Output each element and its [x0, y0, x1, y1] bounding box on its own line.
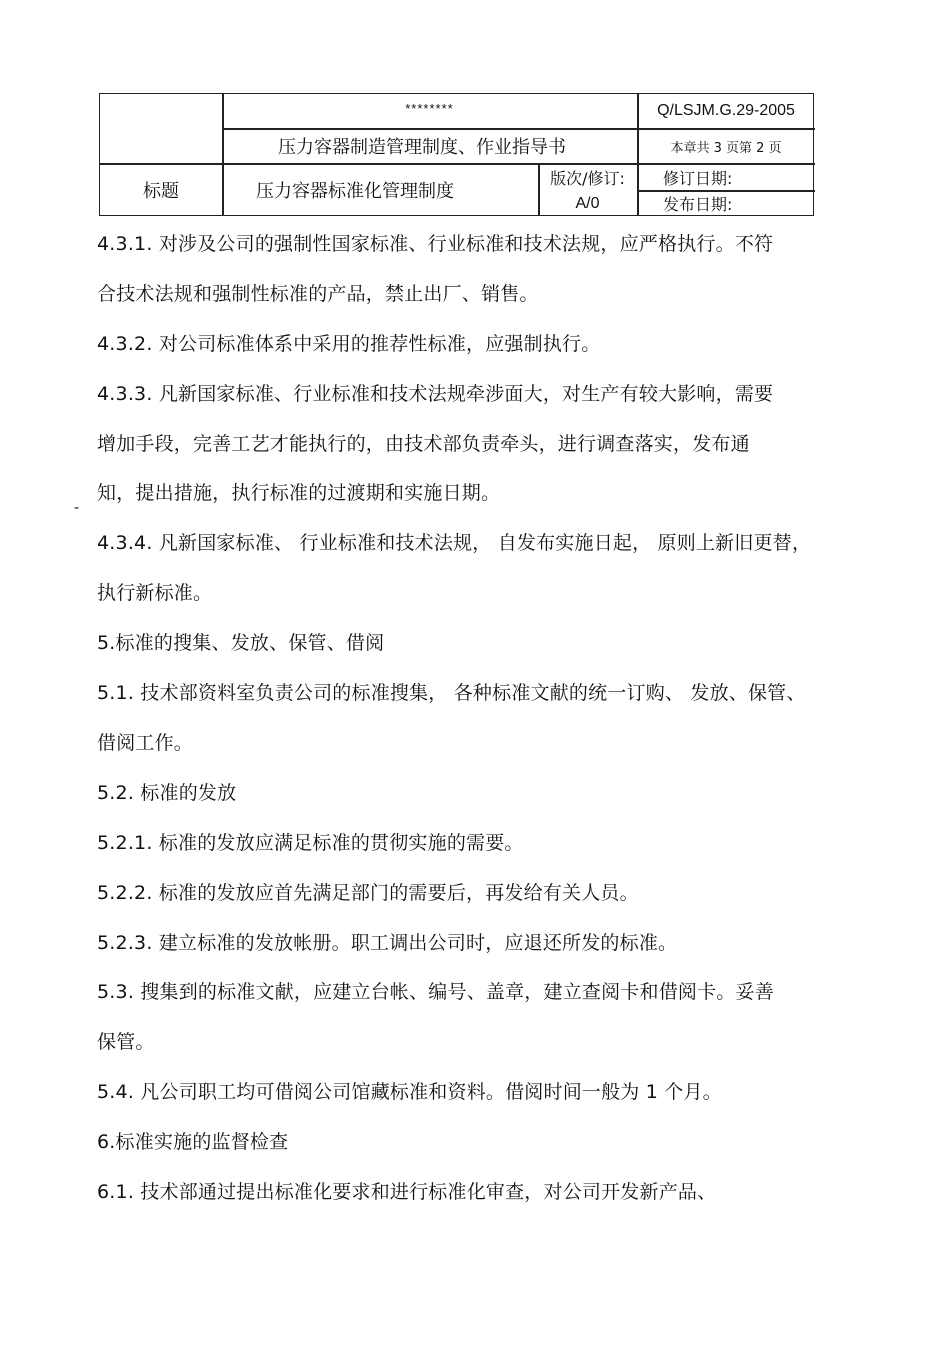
page-info: 本章共 3 页第 2 页	[670, 140, 782, 156]
classification-stars: ********	[405, 100, 454, 116]
section-heading: 5.标准的搜集、发放、保管、借阅	[97, 632, 385, 654]
section-heading: 6.标准实施的监督检查	[97, 1131, 289, 1153]
publish-date-label: 发布日期:	[663, 195, 733, 214]
paragraph-line: 5.4. 凡公司职工均可借阅公司馆藏标准和资料。借阅时间一般为 1 个月。	[97, 1081, 722, 1103]
paragraph-line: 5.2.1. 标准的发放应满足标准的贯彻实施的需要。	[97, 832, 524, 854]
title-label: 标题	[143, 181, 179, 202]
paragraph-line: 知，提出措施，执行标准的过渡期和实施日期。	[97, 482, 501, 504]
document-title: 压力容器标准化管理制度	[256, 181, 454, 202]
paragraph-line: 执行新标准。	[97, 582, 213, 604]
paragraph-line: 4.3.2. 对公司标准体系中采用的推荐性标准，应强制执行。	[97, 333, 601, 355]
paragraph-line: 合技术法规和强制性标准的产品，禁止出厂、销售。	[97, 283, 539, 305]
paragraph-line: 保管。	[97, 1031, 155, 1053]
version-label: 版次/修订:	[550, 169, 625, 188]
paragraph-line: 5.2.2. 标准的发放应首先满足部门的需要后，再发给有关人员。	[97, 882, 639, 904]
paragraph-line: 4.3.4. 凡新国家标准、 行业标准和技术法规， 自发布实施日起， 原则上新旧更替，	[97, 532, 812, 554]
paragraph-line: 借阅工作。	[97, 732, 194, 754]
paragraph-line: 5.1. 技术部资料室负责公司的标准搜集， 各种标准文献的统一订购、 发放、保管、	[97, 682, 806, 704]
document-header-table	[99, 93, 814, 216]
paragraph-line: 4.3.3. 凡新国家标准、行业标准和技术法规牵涉面大，对生产有较大影响，需要	[97, 383, 774, 405]
revision-date-label: 修订日期:	[663, 169, 733, 188]
paragraph-line: 6.1. 技术部通过提出标准化要求和进行标准化审查，对公司开发新产品、	[97, 1181, 717, 1203]
paragraph-line: 5.2.3. 建立标准的发放帐册。职工调出公司时，应退还所发的标准。	[97, 932, 678, 954]
document-code: Q/LSJM.G.29-2005	[657, 102, 795, 119]
paragraph-line: 5.3. 搜集到的标准文献，应建立台帐、编号、盖章，建立查阅卡和借阅卡。妥善	[97, 981, 774, 1003]
collection-title: 压力容器制造管理制度、作业指导书	[278, 137, 566, 158]
margin-mark: -	[74, 500, 80, 516]
version-value: A/0	[575, 194, 600, 212]
section-heading: 5.2. 标准的发放	[97, 782, 237, 804]
paragraph-line: 4.3.1. 对涉及公司的强制性国家标准、行业标准和技术法规，应严格执行。不符	[97, 233, 774, 255]
paragraph-line: 增加手段，完善工艺才能执行的，由技术部负责牵头，进行调查落实，发布通	[97, 433, 750, 455]
